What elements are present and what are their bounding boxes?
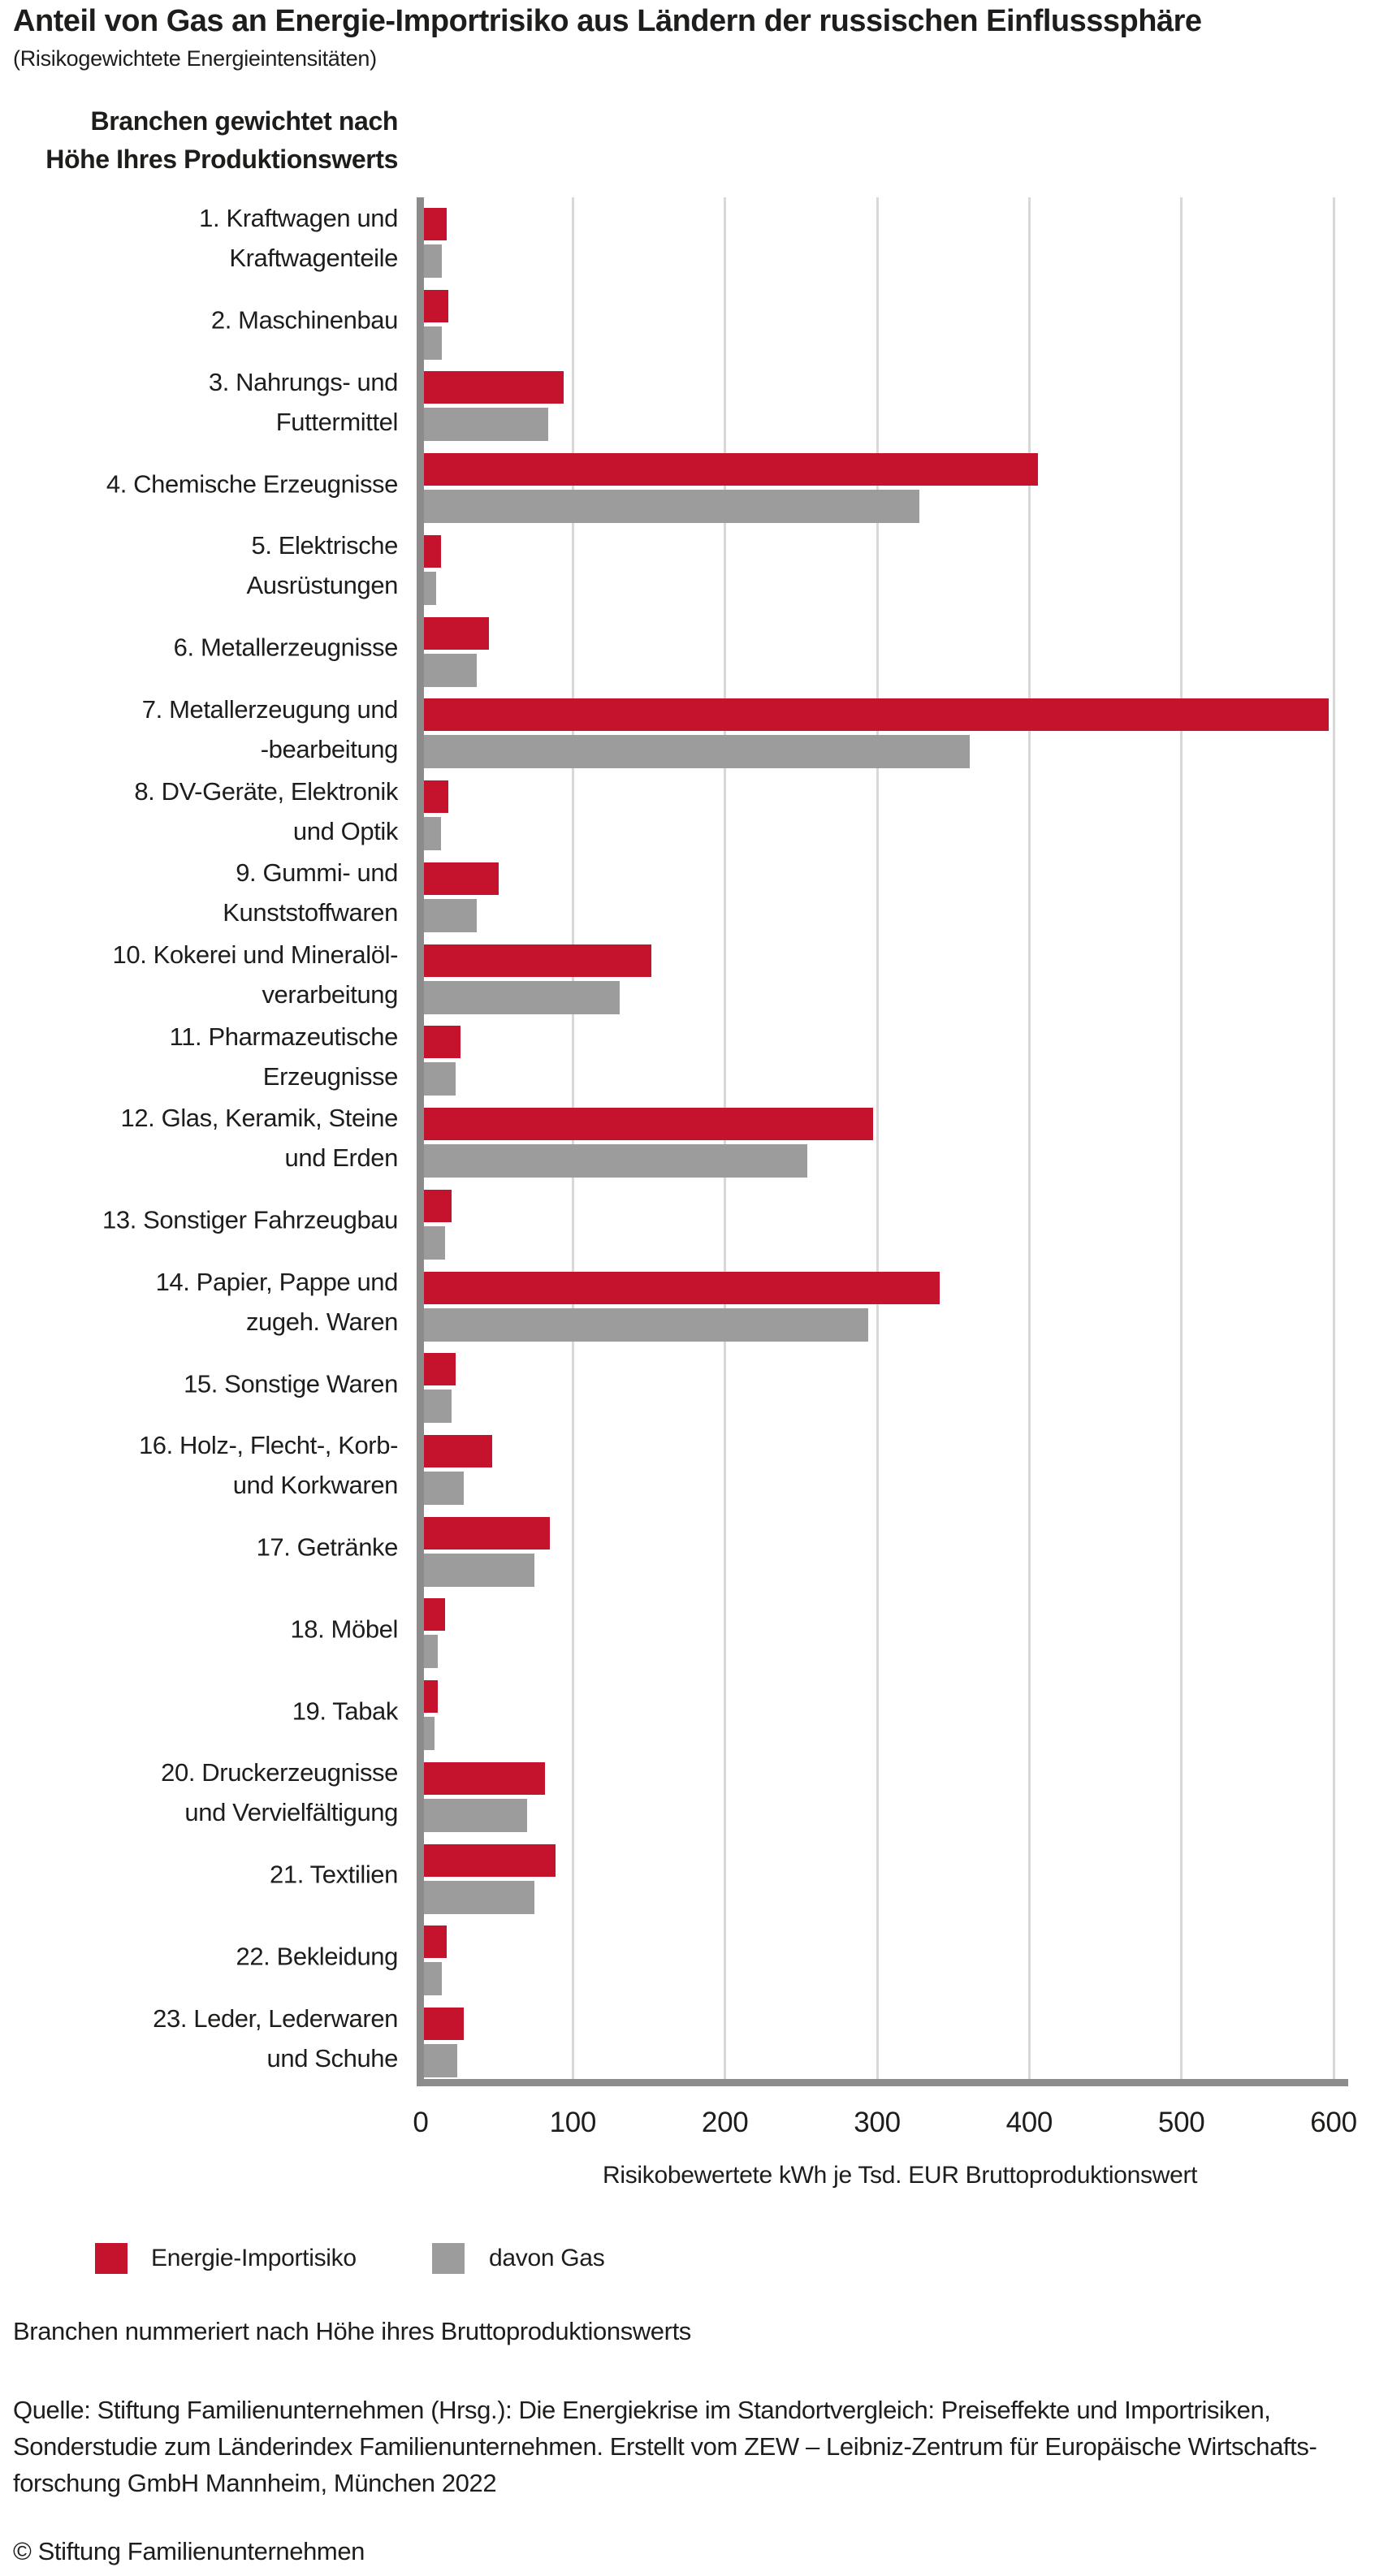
category-column-header-line1: Branchen gewichtet nach xyxy=(90,106,398,136)
bar-group xyxy=(424,934,1334,1016)
legend-swatch-energie-importrisiko xyxy=(95,2243,128,2274)
category-label-line: 19. Tabak xyxy=(292,1696,398,1726)
bar-group xyxy=(424,1261,1334,1343)
chart-row xyxy=(0,1670,1388,1752)
bar-energie-importrisiko xyxy=(424,1190,452,1222)
category-column-header-line2: Höhe Ihres Produktionswerts xyxy=(45,145,398,174)
chart-row xyxy=(0,361,1388,443)
category-label xyxy=(0,1936,398,1976)
category-label-line: 18. Möbel xyxy=(290,1614,398,1644)
category-label xyxy=(0,1200,398,1240)
x-axis-title: Risikobewertete kWh je Tsd. EUR Bruttoproduktionswert xyxy=(603,2162,1198,2189)
chart-row xyxy=(0,1342,1388,1424)
chart-row xyxy=(0,1506,1388,1588)
category-label-line: 6. Metallerzeugnisse xyxy=(173,633,398,662)
bar-group xyxy=(424,1588,1334,1670)
category-label-line: 5. Elektrische xyxy=(251,531,398,560)
bar-energie-importrisiko xyxy=(424,1844,556,1877)
bar-davon-gas xyxy=(424,1472,464,1505)
x-tick-label: 200 xyxy=(701,2107,749,2138)
bar-davon-gas xyxy=(424,1226,445,1260)
category-label xyxy=(0,1753,398,1832)
category-label xyxy=(0,1999,398,2078)
category-column-header xyxy=(0,102,398,179)
bar-energie-importrisiko xyxy=(424,453,1038,486)
bar-davon-gas xyxy=(424,654,477,687)
bar-energie-importrisiko xyxy=(424,617,489,650)
source-line: Sonderstudie zum Länderindex Familienunternehmen. Erstellt vom ZEW – Leibniz-Zentrum für Europäische Wirtschafts- xyxy=(13,2432,1317,2461)
bar-group xyxy=(424,607,1334,689)
category-label-line: 11. Pharmazeutische xyxy=(169,1022,398,1051)
x-tick-label: 600 xyxy=(1310,2107,1357,2138)
bar-energie-importrisiko xyxy=(424,371,564,404)
bar-davon-gas xyxy=(424,244,442,278)
bar-energie-importrisiko xyxy=(424,944,651,977)
copyright: © Stiftung Familienunternehmen xyxy=(13,2537,365,2565)
bar-group xyxy=(424,1015,1334,1097)
category-label xyxy=(0,689,398,769)
category-label-line: 20. Druckerzeugnisse xyxy=(161,1758,398,1787)
bar-group xyxy=(424,361,1334,443)
x-tick-label: 500 xyxy=(1157,2107,1205,2138)
bar-energie-importrisiko xyxy=(424,1026,461,1058)
bar-group xyxy=(424,1915,1334,1997)
x-tick-label: 100 xyxy=(549,2107,597,2138)
category-label-line: 15. Sonstige Waren xyxy=(184,1369,398,1398)
bar-davon-gas xyxy=(424,408,548,441)
category-label xyxy=(0,198,398,278)
category-label-line: 23. Leder, Lederwaren xyxy=(153,2003,398,2033)
bar-davon-gas xyxy=(424,2044,457,2077)
bar-davon-gas xyxy=(424,1799,527,1832)
category-label xyxy=(0,1262,398,1342)
bar-davon-gas xyxy=(424,1717,435,1750)
chart-row xyxy=(0,607,1388,689)
bar-energie-importrisiko xyxy=(424,862,499,895)
bar-group xyxy=(424,1506,1334,1588)
bar-davon-gas xyxy=(424,490,919,523)
chart-row xyxy=(0,934,1388,1016)
category-label xyxy=(0,935,398,1014)
bar-group xyxy=(424,1752,1334,1834)
bar-group xyxy=(424,1342,1334,1424)
category-label xyxy=(0,1691,398,1731)
category-label-line: 1. Kraftwagen und xyxy=(199,204,398,233)
chart-row xyxy=(0,279,1388,361)
bar-davon-gas xyxy=(424,572,436,605)
category-label-line: verarbeitung xyxy=(262,979,398,1009)
bar-davon-gas xyxy=(424,1962,442,1995)
category-label-line: -bearbeitung xyxy=(260,734,398,763)
bar-energie-importrisiko xyxy=(424,698,1329,731)
bar-energie-importrisiko xyxy=(424,1353,456,1385)
bar-energie-importrisiko xyxy=(424,290,448,322)
bar-davon-gas xyxy=(424,1144,807,1178)
chart-row xyxy=(0,1997,1388,2079)
chart-row xyxy=(0,688,1388,770)
category-label-line: 22. Bekleidung xyxy=(236,1942,398,1971)
category-label-line: 14. Papier, Pappe und xyxy=(155,1267,398,1296)
category-label xyxy=(0,1528,398,1567)
chart-row xyxy=(0,1834,1388,1916)
chart-row xyxy=(0,1588,1388,1670)
category-label-line: zugeh. Waren xyxy=(245,1307,398,1336)
bar-group xyxy=(424,1424,1334,1506)
page-title: Anteil von Gas an Energie-Importrisiko aus Ländern der russischen Einflusssphäre xyxy=(13,4,1202,38)
chart-row xyxy=(0,1179,1388,1261)
category-label-line: Kraftwagenteile xyxy=(229,244,398,273)
page-subtitle: (Risikogewichtete Energieintensitäten) xyxy=(13,46,377,71)
category-label xyxy=(0,628,398,668)
bar-group xyxy=(424,443,1334,525)
category-label xyxy=(0,1425,398,1505)
chart-row xyxy=(0,1424,1388,1506)
bar-energie-importrisiko xyxy=(424,535,441,568)
bar-group xyxy=(424,1097,1334,1179)
category-label xyxy=(0,464,398,504)
category-label-line: Ausrüstungen xyxy=(246,571,398,600)
category-label xyxy=(0,772,398,851)
x-tick-label: 300 xyxy=(854,2107,901,2138)
bar-group xyxy=(424,279,1334,361)
category-label xyxy=(0,300,398,340)
category-label-line: 16. Holz-, Flecht-, Korb- xyxy=(138,1431,398,1460)
bar-group xyxy=(424,1179,1334,1261)
category-label xyxy=(0,525,398,605)
category-label xyxy=(0,1017,398,1096)
legend-label-davon-gas: davon Gas xyxy=(489,2245,605,2271)
category-label-line: 17. Getränke xyxy=(256,1532,398,1562)
category-label-line: und Optik xyxy=(292,816,398,845)
category-label xyxy=(0,362,398,442)
chart-row xyxy=(0,1752,1388,1834)
category-label-line: und Erden xyxy=(284,1143,398,1173)
category-label-line: und Schuhe xyxy=(266,2043,398,2072)
bar-group xyxy=(424,852,1334,934)
category-label-line: 4. Chemische Erzeugnisse xyxy=(106,469,398,499)
category-label-line: Erzeugnisse xyxy=(262,1061,398,1091)
bar-group xyxy=(424,1834,1334,1916)
category-label-line: 7. Metallerzeugung und xyxy=(141,694,398,724)
legend-label-energie-importrisiko: Energie-Importisiko xyxy=(151,2245,357,2271)
x-tick-label: 0 xyxy=(413,2107,429,2138)
category-label-line: 9. Gummi- und xyxy=(236,858,398,888)
bar-davon-gas xyxy=(424,1308,868,1342)
bar-group xyxy=(424,1670,1334,1752)
bar-energie-importrisiko xyxy=(424,1680,438,1713)
chart-row xyxy=(0,1015,1388,1097)
bar-davon-gas xyxy=(424,817,441,850)
bar-energie-importrisiko xyxy=(424,780,448,813)
source-note xyxy=(13,2392,1317,2501)
chart-row xyxy=(0,1261,1388,1343)
bar-davon-gas xyxy=(424,1390,452,1423)
bar-energie-importrisiko xyxy=(424,1517,550,1549)
bar-davon-gas xyxy=(424,981,620,1014)
chart-row xyxy=(0,525,1388,607)
y-axis-line xyxy=(417,197,424,2086)
bar-energie-importrisiko xyxy=(424,1272,940,1304)
category-label-line: 21. Textilien xyxy=(270,1860,398,1889)
category-label-line: 12. Glas, Keramik, Steine xyxy=(120,1104,398,1133)
category-label xyxy=(0,1364,398,1403)
chart-rows xyxy=(0,197,1388,2079)
chart-row xyxy=(0,770,1388,852)
bar-energie-importrisiko xyxy=(424,1598,445,1631)
bar-davon-gas xyxy=(424,899,477,932)
bar-energie-importrisiko xyxy=(424,1926,447,1958)
bar-davon-gas xyxy=(424,1062,456,1096)
category-label-line: Futtermittel xyxy=(275,407,398,436)
bar-energie-importrisiko xyxy=(424,1435,492,1467)
x-tick-labels xyxy=(413,2107,1357,2142)
bar-energie-importrisiko xyxy=(424,2008,464,2040)
bar-group xyxy=(424,1997,1334,2079)
category-label-line: 10. Kokerei und Mineralöl- xyxy=(112,940,398,969)
chart-row xyxy=(0,1915,1388,1997)
chart-row xyxy=(0,852,1388,934)
category-label-line: 13. Sonstiger Fahrzeugbau xyxy=(102,1205,398,1234)
legend-swatch-davon-gas xyxy=(432,2243,465,2274)
category-label-line: 3. Nahrungs- und xyxy=(208,367,398,396)
bar-davon-gas xyxy=(424,326,442,360)
bar-energie-importrisiko xyxy=(424,208,447,240)
category-label xyxy=(0,1855,398,1895)
bar-group xyxy=(424,770,1334,852)
x-tick-label: 400 xyxy=(1005,2107,1053,2138)
bar-energie-importrisiko xyxy=(424,1108,873,1140)
source-line: forschung GmbH Mannheim, München 2022 xyxy=(13,2469,497,2497)
category-label xyxy=(0,1609,398,1649)
category-label xyxy=(0,853,398,932)
bar-group xyxy=(424,197,1334,279)
chart-row xyxy=(0,197,1388,279)
bar-davon-gas xyxy=(424,1554,534,1587)
chart-row xyxy=(0,443,1388,525)
bar-davon-gas xyxy=(424,1635,438,1668)
footnote: Branchen nummeriert nach Höhe ihres Bruttoproduktionswerts xyxy=(13,2317,691,2345)
bar-group xyxy=(424,688,1334,770)
category-label-line: Kunststoffwaren xyxy=(223,898,398,927)
category-label-line: und Vervielfältigung xyxy=(184,1798,398,1827)
chart-row xyxy=(0,1097,1388,1179)
category-label xyxy=(0,1098,398,1178)
bar-group xyxy=(424,525,1334,607)
legend xyxy=(0,2243,1388,2274)
category-label-line: 8. DV-Geräte, Elektronik xyxy=(134,776,398,806)
bar-davon-gas xyxy=(424,735,970,768)
source-line: Quelle: Stiftung Familienunternehmen (Hrsg.): Die Energiekrise im Standortvergleich: Preiseffekte und Importrisiken, xyxy=(13,2396,1271,2424)
category-label-line: und Korkwaren xyxy=(232,1471,398,1500)
bar-energie-importrisiko xyxy=(424,1762,545,1795)
category-label-line: 2. Maschinenbau xyxy=(210,305,398,335)
x-axis-line xyxy=(417,2079,1348,2086)
bar-davon-gas xyxy=(424,1881,534,1914)
